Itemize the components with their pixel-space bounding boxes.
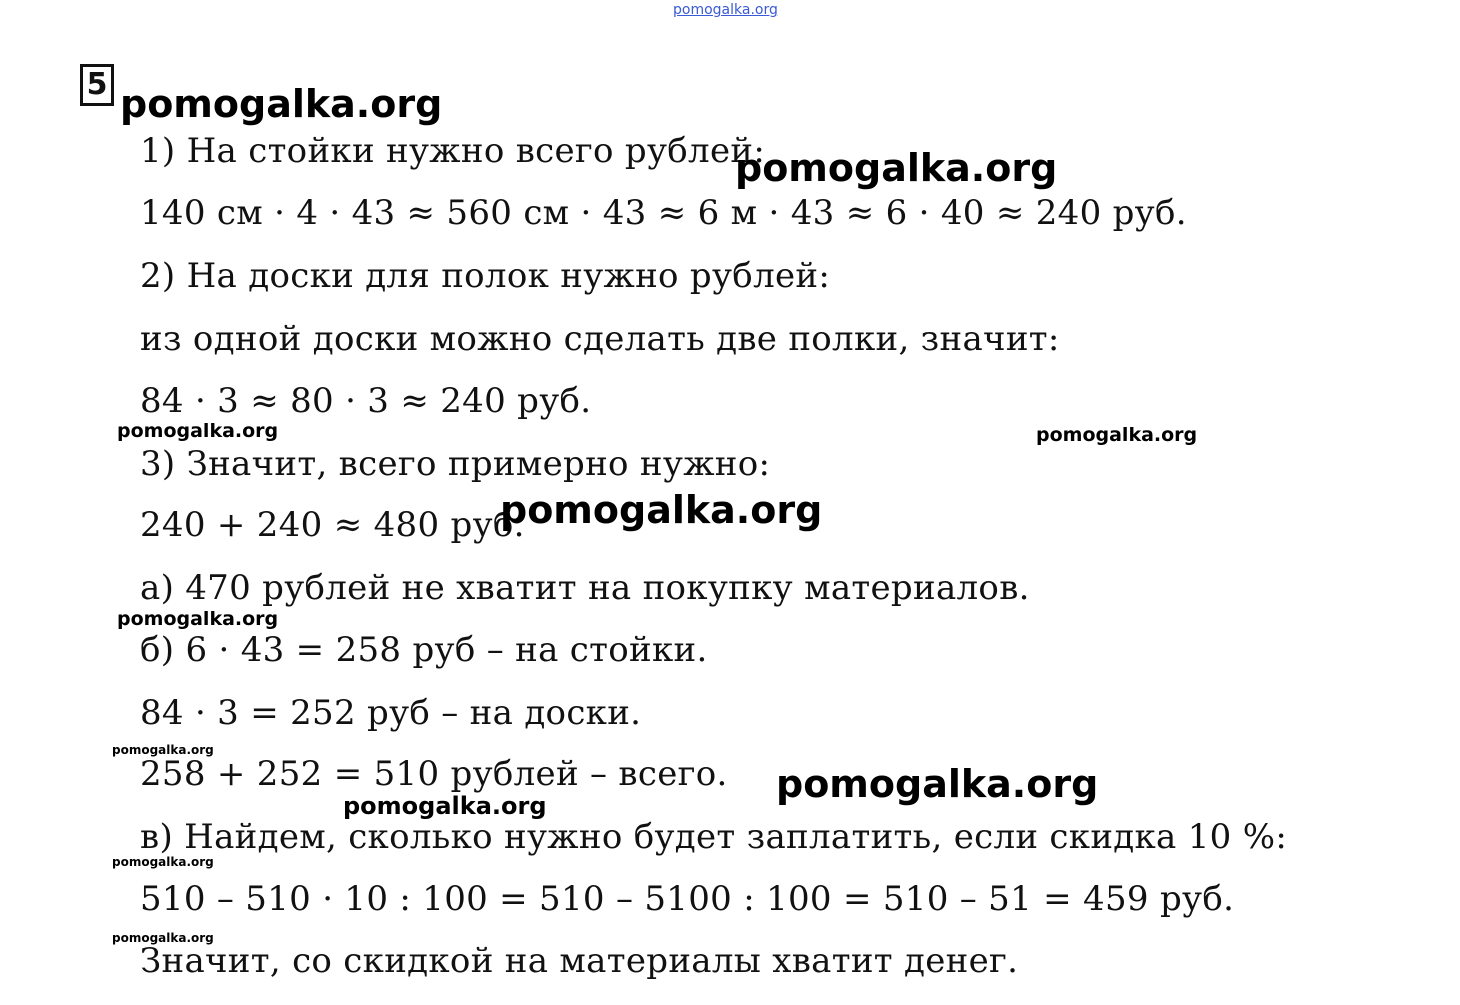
- solution-line-7: 240 + 240 ≈ 480 руб.: [140, 505, 525, 545]
- solution-line-9: б) 6 · 43 = 258 руб – на стойки.: [140, 630, 708, 670]
- watermark-medium: pomogalka.org: [117, 608, 279, 630]
- watermark-large: pomogalka.org: [735, 146, 1058, 190]
- watermark-top: pomogalka.org: [673, 2, 778, 18]
- watermark-small: pomogalka.org: [112, 855, 214, 869]
- watermark-large: pomogalka.org: [776, 762, 1099, 806]
- solution-line-8: а) 470 рублей не хватит на покупку материалов.: [140, 568, 1030, 608]
- watermark-medium: pomogalka.org: [1036, 424, 1198, 446]
- solution-line-4: из одной доски можно сделать две полки, значит:: [140, 319, 1060, 359]
- watermark-medium: pomogalka.org: [343, 792, 547, 820]
- watermark-small: pomogalka.org: [112, 743, 214, 757]
- solution-line-14: Значит, со скидкой на материалы хватит денег.: [140, 941, 1019, 981]
- solution-line-11: 258 + 252 = 510 рублей – всего.: [140, 754, 728, 794]
- solution-line-1: 1) На стойки нужно всего рублей:: [140, 131, 766, 171]
- solution-line-12: в) Найдем, сколько нужно будет заплатить, если скидка 10 %:: [140, 817, 1288, 857]
- watermark-medium: pomogalka.org: [117, 420, 279, 442]
- watermark-large: pomogalka.org: [500, 488, 823, 532]
- solution-line-10: 84 · 3 = 252 руб – на доски.: [140, 693, 642, 733]
- solution-line-5: 84 · 3 ≈ 80 · 3 ≈ 240 руб.: [140, 381, 592, 421]
- solution-line-2: 140 см · 4 · 43 ≈ 560 см · 43 ≈ 6 м · 43 ≈ 6 · 40 ≈ 240 руб.: [140, 193, 1187, 233]
- task-number-box: 5: [80, 64, 114, 106]
- solution-line-6: 3) Значит, всего примерно нужно:: [140, 444, 771, 484]
- watermark-small: pomogalka.org: [112, 931, 214, 945]
- watermark-large: pomogalka.org: [120, 82, 443, 126]
- solution-line-13: 510 – 510 · 10 : 100 = 510 – 5100 : 100 = 510 – 51 = 459 руб.: [140, 879, 1235, 919]
- solution-line-3: 2) На доски для полок нужно рублей:: [140, 256, 831, 296]
